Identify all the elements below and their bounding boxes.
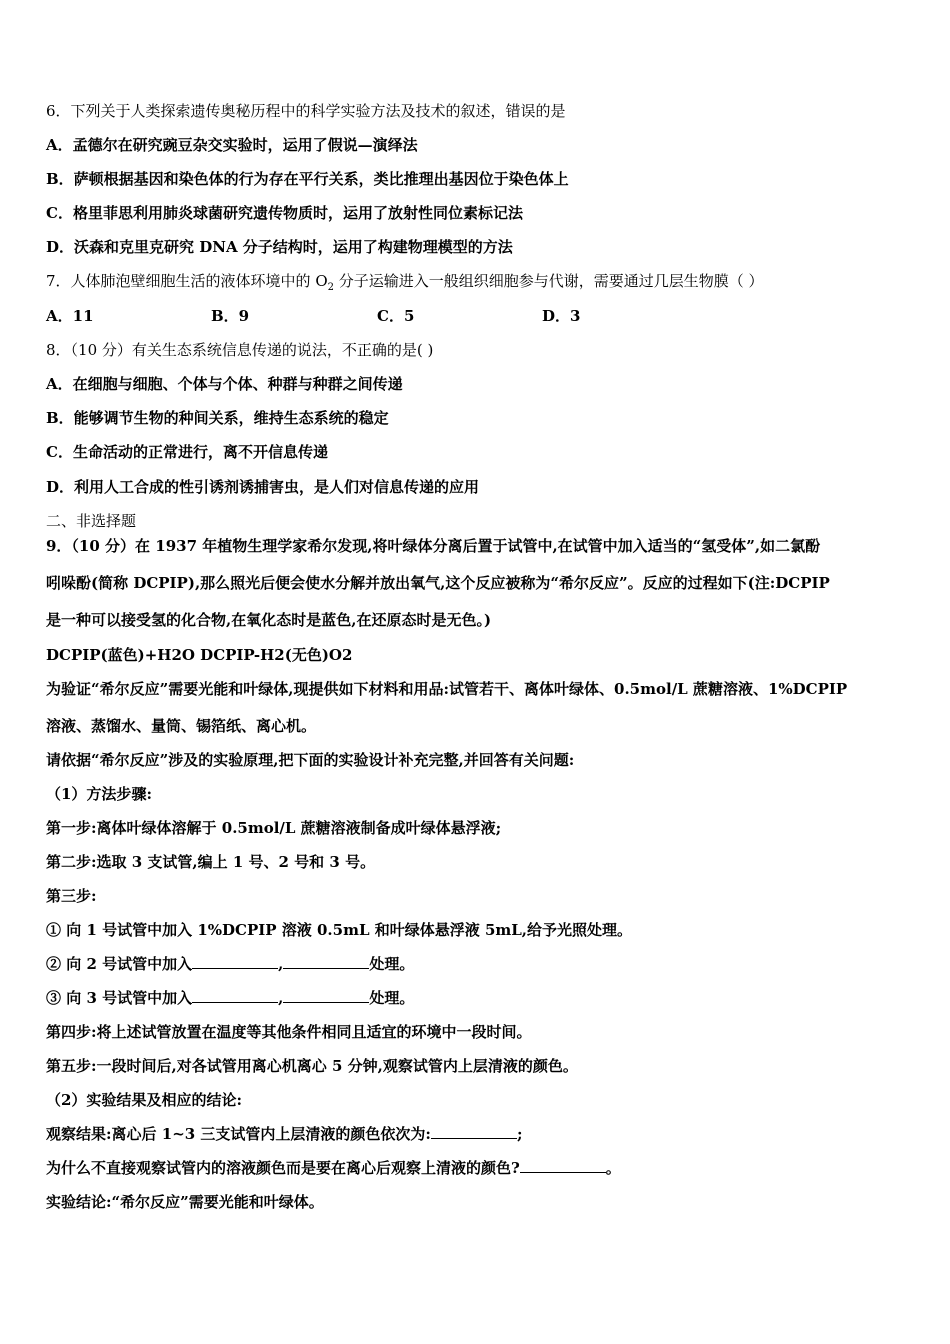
q9-method-heading: （1）方法步骤:	[46, 785, 152, 803]
q7-stem-pre: 7．人体肺泡壁细胞生活的液体环境中的 O	[46, 272, 328, 290]
q8-option-d: D．利用人工合成的性引诱剂诱捕害虫，是人们对信息传递的应用	[46, 478, 480, 496]
q9-step-3: 第三步:	[46, 887, 97, 905]
q7-option-a: A．11	[46, 307, 94, 325]
q6-option-d: D．沃森和克里克研究 DNA 分子结构时，运用了构建物理模型的方法	[46, 238, 513, 256]
tube-3-suffix: 处理。	[369, 989, 415, 1007]
q7-stem-sub: 2	[327, 282, 334, 293]
q6-option-a: A．孟德尔在研究豌豆杂交实验时，运用了假说—演绎法	[46, 136, 418, 154]
section-heading: 二、非选择题	[46, 512, 137, 530]
q9-conclusion: 实验结论:“希尔反应”需要光能和叶绿体。	[46, 1193, 324, 1211]
q8-option-c: C．生命活动的正常进行，离不开信息传递	[46, 443, 328, 461]
q9-line-5: 为验证“希尔反应”需要光能和叶绿体,现提供如下材料和用品:试管若干、离体叶绿体、0.5mol/L 蔗糖溶液、1%DCPIP	[46, 680, 848, 698]
q6-option-c: C．格里菲思利用肺炎球菌研究遗传物质时，运用了放射性同位素标记法	[46, 204, 523, 222]
q9-line-6: 溶液、蒸馏水、量筒、锡箔纸、离心机。	[46, 717, 317, 735]
why-text: 为什么不直接观察试管内的溶液颜色而是要在离心后观察上清液的颜色?	[46, 1159, 520, 1177]
q9-reaction: DCPIP(蓝色)+H2O DCPIP-H2(无色)O2	[46, 646, 353, 664]
q9-line-1: 9．（10 分）在 1937 年植物生理学家希尔发现,将叶绿体分离后置于试管中,在试管中加入适当的“氢受体”,如二氯酚	[46, 537, 821, 555]
observation-blank	[431, 1124, 517, 1139]
tube-2-comma: ,	[278, 955, 284, 973]
q9-line-7: 请依据“希尔反应”涉及的实验原理,把下面的实验设计补充完整,并回答有关问题:	[46, 751, 575, 769]
q9-step-2: 第二步:选取 3 支试管,编上 1 号、2 号和 3 号。	[46, 853, 376, 871]
q9-step-5: 第五步:一段时间后,对各试管用离心机离心 5 分钟,观察试管内上层清液的颜色。	[46, 1057, 578, 1075]
q9-step-3-tube-2	[46, 954, 414, 974]
q8-option-b: B．能够调节生物的种间关系，维持生态系统的稳定	[46, 409, 389, 427]
q7-option-d: D．3	[542, 307, 581, 325]
q9-step-4: 第四步:将上述试管放置在温度等其他条件相同且适宜的环境中一段时间。	[46, 1023, 532, 1041]
q7-option-c: C．5	[377, 307, 415, 325]
q7-option-b: B．9	[211, 307, 250, 325]
tube-2-suffix: 处理。	[369, 955, 415, 973]
q9-results-heading: （2）实验结果及相应的结论:	[46, 1091, 242, 1109]
tube-2-text: ② 向 2 号试管中加入	[46, 955, 193, 973]
observation-suffix: ;	[516, 1125, 523, 1143]
tube-3-text: ③ 向 3 号试管中加入	[46, 989, 193, 1007]
tube-3-blank-1	[192, 988, 278, 1003]
why-suffix: 。	[605, 1159, 621, 1177]
q9-step-1: 第一步:离体叶绿体溶解于 0.5mol/L 蔗糖溶液制备成叶绿体悬浮液;	[46, 819, 502, 837]
q6-option-b: B．萨顿根据基因和染色体的行为存在平行关系，类比推理出基因位于染色体上	[46, 170, 569, 188]
observation-text: 观察结果:离心后 1~3 三支试管内上层清液的颜色依次为:	[46, 1125, 431, 1143]
q8-option-a: A．在细胞与细胞、个体与个体、种群与种群之间传递	[46, 375, 403, 393]
tube-3-blank-2	[283, 988, 369, 1003]
q9-step-3-tube-3	[46, 988, 414, 1008]
q9-line-2: 吲哚酚(简称 DCPIP),那么照光后便会使水分解并放出氧气,这个反应被称为“希尔反应”。反应的过程如下(注:DCPIP	[46, 574, 830, 592]
tube-2-blank-1	[192, 954, 278, 969]
q9-observation	[46, 1124, 523, 1144]
q6-stem: 6．下列关于人类探索遗传奥秘历程中的科学实验方法及技术的叙述，错误的是	[46, 102, 566, 120]
q7-stem-post: 分子运输进入一般组织细胞参与代谢，需要通过几层生物膜（ ）	[334, 272, 764, 290]
q9-why-question	[46, 1158, 621, 1178]
q9-line-3: 是一种可以接受氢的化合物,在氧化态时是蓝色,在还原态时是无色。)	[46, 611, 492, 629]
why-blank	[520, 1158, 606, 1173]
tube-3-comma: ,	[278, 989, 284, 1007]
q9-step-3-tube-1: ① 向 1 号试管中加入 1%DCPIP 溶液 0.5mL 和叶绿体悬浮液 5mL,给予光照处理。	[46, 921, 633, 939]
q7-stem	[46, 271, 764, 298]
tube-2-blank-2	[283, 954, 369, 969]
q8-stem: 8．（10 分）有关生态系统信息传递的说法，不正确的是( )	[46, 341, 434, 359]
